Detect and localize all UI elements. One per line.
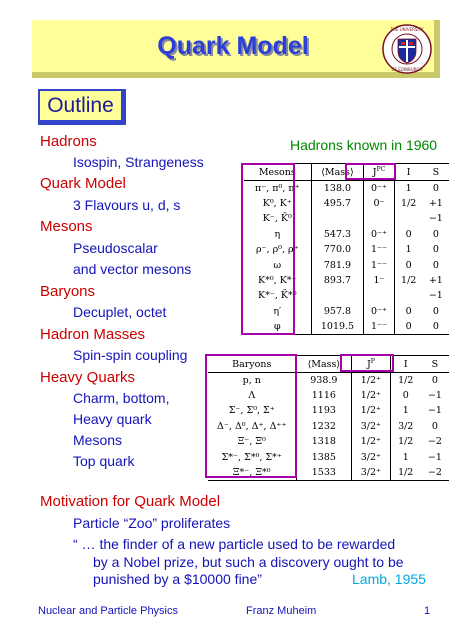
table-cell: 1/2⁺ xyxy=(352,434,390,449)
table-cell: 938.9 xyxy=(296,373,352,388)
table-cell: 495.7 xyxy=(311,196,364,211)
table-cell: K⁰, K⁺ xyxy=(244,196,311,211)
table-cell: +1 xyxy=(428,198,443,210)
table-cell: ω xyxy=(244,257,311,272)
table-cell: 3/2⁺ xyxy=(352,419,390,434)
table-cell: K*⁰, K*⁺ xyxy=(244,273,311,288)
table-cell: 1/2 xyxy=(390,465,421,480)
section-item: Isospin, Strangeness xyxy=(73,154,204,170)
table-cell xyxy=(394,288,423,303)
table-cell: 1/2⁺ xyxy=(352,388,390,403)
table-cell: K⁻, K̄⁰ xyxy=(244,211,311,226)
quote-attribution: Lamb, 1955 xyxy=(352,571,426,587)
table-cell: 781.9 xyxy=(311,257,364,272)
table-cell: 138.0 xyxy=(311,181,364,196)
section-item: Top quark xyxy=(73,453,135,469)
col-header: I xyxy=(390,356,421,373)
section-item: Spin-spin coupling xyxy=(73,347,188,363)
outline-box xyxy=(38,89,126,125)
table-cell: 1116 xyxy=(296,388,352,403)
slide-title: Quark Model xyxy=(157,32,309,60)
table-cell: 3/2⁺ xyxy=(352,449,390,464)
section-heading-mesons: Mesons xyxy=(40,218,93,235)
table-cell: −1 xyxy=(428,290,443,302)
table-cell: 1533 xyxy=(296,465,352,480)
table-cell: 0 xyxy=(432,305,439,317)
table-cell xyxy=(364,288,394,303)
jp-highlight-box xyxy=(340,354,394,372)
table-cell: 770.0 xyxy=(311,242,364,257)
quote-line: punished by a $10000 fine” xyxy=(93,571,262,587)
section-heading-heavy-quarks: Heavy Quarks xyxy=(40,369,136,386)
section-item: Mesons xyxy=(73,432,123,448)
section-heading-quark-model: Quark Model xyxy=(40,175,126,192)
table-cell: η′ xyxy=(244,304,311,319)
table-cell: π⁻, π⁰, π⁺ xyxy=(244,181,311,196)
table-cell xyxy=(394,211,423,226)
motivation-line: Particle “Zoo” proliferates xyxy=(73,515,231,531)
table-cell: 1 xyxy=(402,405,409,417)
section-item: Pseudoscalar xyxy=(73,240,158,256)
table-cell: −1 xyxy=(427,405,442,417)
table-cell: ρ⁻, ρ⁰, ρ⁺ xyxy=(244,242,311,257)
table-cell: 1232 xyxy=(296,419,352,434)
table-cell: p, n xyxy=(208,373,296,388)
col-header: $J^P$ xyxy=(352,356,390,373)
table-cell: 1⁻⁻ xyxy=(364,242,394,257)
section-heading-baryons: Baryons xyxy=(40,283,96,300)
table-cell: 3/2⁺ xyxy=(352,465,390,480)
table-cell: 0 xyxy=(402,390,409,402)
table-cell: 957.8 xyxy=(311,304,364,319)
table-cell: 0⁻⁺ xyxy=(364,227,394,242)
table-cell: 1⁻ xyxy=(364,273,394,288)
section-heading-hadron-masses: Hadron Masses xyxy=(40,326,146,343)
table-cell: η xyxy=(244,227,311,242)
table-cell: 1193 xyxy=(296,403,352,418)
outline-label: Outline xyxy=(47,94,114,117)
table-cell: φ xyxy=(244,319,311,334)
baryons-highlight-box xyxy=(205,354,297,478)
table-cell: 1 xyxy=(402,451,409,463)
table-cell: 0 xyxy=(432,228,439,240)
table-cell: −2 xyxy=(427,436,442,448)
table-cell: 1/2⁺ xyxy=(352,403,390,418)
col-header: $J^{PC}$ xyxy=(364,164,394,181)
quote-line: “ … the finder of a new particle used to be rewarded xyxy=(73,536,396,552)
col-header: S xyxy=(423,164,449,181)
table-cell: Λ xyxy=(208,388,296,403)
table-cell: Σ*⁻, Σ*⁰, Σ*⁺ xyxy=(208,449,296,464)
table-cell: −1 xyxy=(427,390,442,402)
section-item: Charm, bottom, xyxy=(73,390,170,406)
table-cell: 1318 xyxy=(296,434,352,449)
table-cell: 0 xyxy=(394,319,423,334)
section-item: Heavy quark xyxy=(73,411,152,427)
table-cell: 1⁻⁻ xyxy=(364,319,394,334)
table-cell xyxy=(311,211,364,226)
jpc-highlight-box xyxy=(345,163,396,180)
svg-text:THE UNIVERSITY: THE UNIVERSITY xyxy=(390,27,424,32)
col-header: S xyxy=(421,356,449,373)
hadrons-known-caption: Hadrons known in 1960 xyxy=(290,137,438,153)
table-cell: 0⁻⁺ xyxy=(364,181,394,196)
table-cell xyxy=(364,211,394,226)
table-cell: Δ⁻, Δ⁰, Δ⁺, Δ⁺⁺ xyxy=(208,419,296,434)
table-cell: 1019.5 xyxy=(311,319,364,334)
table-cell: K*⁻, K̄*⁰ xyxy=(244,288,311,303)
table-cell: 1/2 xyxy=(401,275,417,287)
col-header: Mesons xyxy=(244,164,311,181)
footer-course: Nuclear and Particle Physics xyxy=(38,605,179,617)
table-cell: 547.3 xyxy=(311,227,364,242)
table-cell: 0 xyxy=(405,305,412,317)
table-cell: 1/2 xyxy=(398,374,414,386)
mesons-highlight-box xyxy=(241,163,295,335)
table-cell: 0 xyxy=(431,374,438,386)
motivation-heading: Motivation for Quark Model xyxy=(40,493,221,510)
footer-page-number: 1 xyxy=(424,605,431,617)
table-cell: 1/2 xyxy=(401,198,417,210)
table-cell: −1 xyxy=(427,451,442,463)
table-cell: 1 xyxy=(405,244,412,256)
table-cell: 0 xyxy=(432,259,439,271)
col-header: ⟨Mass⟩ xyxy=(296,356,352,373)
quote-line: by a Nobel prize, but such a discovery ought to be xyxy=(93,554,404,570)
table-cell: +1 xyxy=(428,275,443,287)
table-cell: 1 xyxy=(405,182,412,194)
table-cell: 3/2 xyxy=(398,420,414,432)
table-cell: 1⁻⁻ xyxy=(364,257,394,272)
section-item: and vector mesons xyxy=(73,261,192,277)
table-cell: 0 xyxy=(405,228,412,240)
table-cell: 0⁻⁺ xyxy=(364,304,394,319)
title-banner xyxy=(32,20,440,78)
col-header: ⟨Mass⟩ xyxy=(311,164,364,181)
table-cell: 0⁻ xyxy=(364,196,394,211)
section-item: 3 Flavours u, d, s xyxy=(73,197,181,213)
table-cell: −2 xyxy=(421,465,449,480)
table-cell: Ξ⁻, Ξ⁰ xyxy=(208,434,296,449)
university-crest-logo xyxy=(380,23,434,75)
table-cell: 0 xyxy=(432,182,439,194)
table-cell: 1/2⁺ xyxy=(352,373,390,388)
svg-text:OF EDINBURGH: OF EDINBURGH xyxy=(391,67,423,72)
table-cell: −1 xyxy=(428,213,443,225)
table-cell: 1/2 xyxy=(398,436,414,448)
section-heading-hadrons: Hadrons xyxy=(40,133,97,150)
table-cell: 0 xyxy=(405,259,412,271)
table-cell: 0 xyxy=(432,244,439,256)
table-cell: 1385 xyxy=(296,449,352,464)
table-cell: 0 xyxy=(431,420,438,432)
table-cell xyxy=(311,288,364,303)
table-cell: 0 xyxy=(423,319,449,334)
section-item: Decuplet, octet xyxy=(73,304,167,320)
table-cell: 893.7 xyxy=(311,273,364,288)
table-cell: Σ⁻, Σ⁰, Σ⁺ xyxy=(208,403,296,418)
table-cell: Ξ*⁻, Ξ*⁰ xyxy=(208,465,296,480)
col-header: Baryons xyxy=(208,356,296,373)
col-header: I xyxy=(394,164,423,181)
footer-author: Franz Muheim xyxy=(246,605,317,617)
